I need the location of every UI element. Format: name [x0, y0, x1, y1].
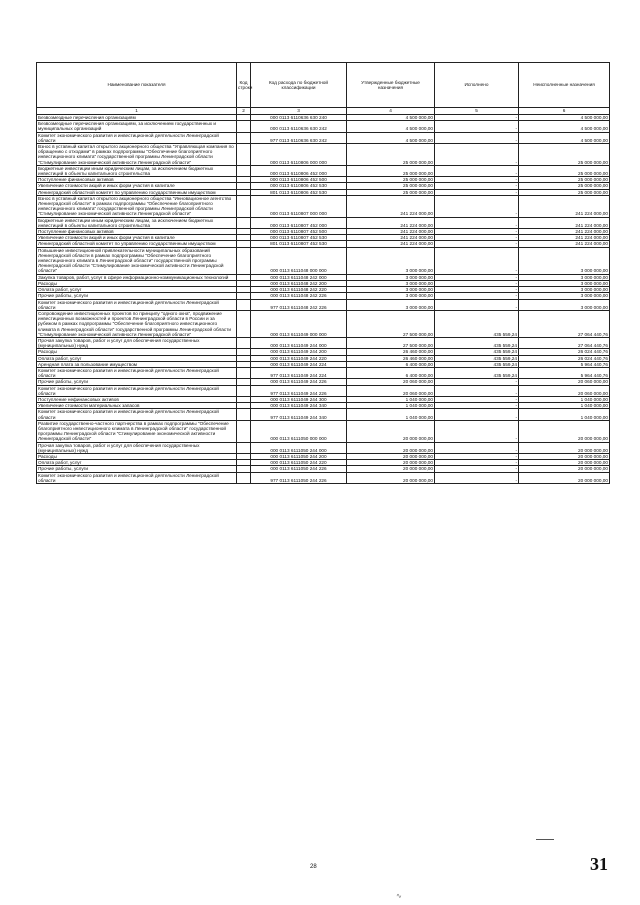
- table-row: [37, 472, 610, 483]
- row-expense-code: 000 0113 6111049 244 300: [251, 396, 347, 402]
- row-executed: -: [435, 247, 519, 274]
- row-executed: -: [435, 409, 519, 420]
- row-name: Расходы: [37, 453, 237, 459]
- header-executed: Исполнено: [435, 63, 519, 108]
- row-expense-code: 000 0113 6111049 244 200: [251, 349, 347, 355]
- row-name: Арендная плата за пользование имуществом: [37, 361, 237, 367]
- row-expense-code: 000 0113 6111048 242 220: [251, 287, 347, 293]
- row-expense-code: 000 0113 6111050 244 226: [251, 466, 347, 472]
- row-executed: -: [435, 177, 519, 183]
- row-expense-code: 977 0113 6111050 244 226: [251, 472, 347, 483]
- row-expense-code: 977 0113 6111048 242 226: [251, 299, 347, 310]
- header-expense-code: Код расхода по бюджетной классификации: [251, 63, 347, 108]
- row-expense-code: 000 0113 6110807 452 000: [251, 217, 347, 228]
- row-expense-code: 801 0113 6110806 452 530: [251, 189, 347, 195]
- row-remaining: 25 000 000,00: [519, 189, 610, 195]
- row-expense-code: 000 0113 6111050 000 000: [251, 420, 347, 442]
- row-remaining: 26 024 440,76: [519, 349, 610, 355]
- row-approved: 241 224 000,00: [347, 229, 435, 235]
- row-name: Поступление нефинансовых активов: [37, 396, 237, 402]
- row-remaining: 20 060 000,00: [519, 385, 610, 396]
- table-row: [37, 165, 610, 176]
- row-remaining: 20 000 000,00: [519, 472, 610, 483]
- row-expense-code: 977 0113 6111049 244 224: [251, 367, 347, 378]
- row-name: Сопровождение инвестиционных проектов по принципу "одного окна", продвижение инвестиционных возможностей и проектов Ленинградской области в России и за рубежом в рамках подпрограммы "Обеспечение благоприятного инвестиционного климата в Ленинградской области" государственной программы Ленинградской области "Стимулирование экономической активности Ленинградской области": [37, 310, 237, 337]
- row-remaining: 241 224 000,00: [519, 195, 610, 217]
- row-name: Прочая закупка товаров, работ и услуг для обеспечения государственных (муниципальных) нужд: [37, 442, 237, 453]
- row-line-code: [237, 132, 251, 143]
- row-executed: -: [435, 183, 519, 189]
- column-number: 1: [37, 108, 237, 115]
- row-executed: -: [435, 396, 519, 402]
- row-remaining: 20 060 000,00: [519, 379, 610, 385]
- row-approved: 20 000 000,00: [347, 466, 435, 472]
- row-executed: -: [435, 241, 519, 247]
- row-approved: 6 400 000,00: [347, 361, 435, 367]
- row-executed: -: [435, 229, 519, 235]
- row-approved: 25 000 000,00: [347, 189, 435, 195]
- row-remaining: 4 500 000,00: [519, 115, 610, 121]
- table-row: [37, 337, 610, 348]
- row-executed: -: [435, 442, 519, 453]
- row-expense-code: 000 0113 6110806 452 530: [251, 183, 347, 189]
- row-executed: -: [435, 403, 519, 409]
- row-remaining: 3 000 000,00: [519, 299, 610, 310]
- row-executed: -: [435, 165, 519, 176]
- row-approved: 1 040 000,00: [347, 403, 435, 409]
- row-expense-code: 000 0113 6111049 244 220: [251, 355, 347, 361]
- row-remaining: 4 500 000,00: [519, 132, 610, 143]
- table-row: [37, 121, 610, 132]
- row-executed: -: [435, 385, 519, 396]
- row-expense-code: 000 0113 6110636 630 240: [251, 115, 347, 121]
- row-remaining: 3 000 000,00: [519, 280, 610, 286]
- row-approved: 3 000 000,00: [347, 274, 435, 280]
- row-approved: 241 224 000,00: [347, 217, 435, 228]
- row-name: Комитет экономического развития и инвестиционной деятельности Ленинградской области: [37, 367, 237, 378]
- row-executed: -: [435, 195, 519, 217]
- row-approved: 241 224 000,00: [347, 195, 435, 217]
- row-remaining: 3 000 000,00: [519, 274, 610, 280]
- row-approved: 4 500 000,00: [347, 121, 435, 132]
- row-remaining: 5 964 440,76: [519, 361, 610, 367]
- table-row: [37, 299, 610, 310]
- row-line-code: [237, 247, 251, 274]
- row-executed: -: [435, 420, 519, 442]
- row-remaining: 1 040 000,00: [519, 396, 610, 402]
- column-number: 6: [519, 108, 610, 115]
- row-remaining: 3 000 000,00: [519, 287, 610, 293]
- table-row: [37, 247, 610, 274]
- row-executed: -: [435, 217, 519, 228]
- row-remaining: 1 040 000,00: [519, 403, 610, 409]
- header-remaining: Неисполненные назначения: [519, 63, 610, 108]
- row-remaining: 25 000 000,00: [519, 144, 610, 166]
- column-number: 4: [347, 108, 435, 115]
- row-approved: 27 500 000,00: [347, 337, 435, 348]
- table-row: [37, 132, 610, 143]
- row-name: Увеличение стоимости акций и иных форм участия в капитале: [37, 183, 237, 189]
- row-line-code: [237, 420, 251, 442]
- row-name: Прочие работы, услуги: [37, 466, 237, 472]
- footer-dash: [536, 839, 554, 840]
- row-line-code: [237, 409, 251, 420]
- table-row: [37, 195, 610, 217]
- row-executed: -: [435, 121, 519, 132]
- row-name: Ленинградский областной комитет по управлению государственным имуществом: [37, 241, 237, 247]
- row-executed: -: [435, 472, 519, 483]
- row-name: Бюджетные инвестиции иным юридическим лицам, за исключением бюджетных инвестиций в объекты капитального строительства: [37, 217, 237, 228]
- header-approved: Утвержденные бюджетные назначения: [347, 63, 435, 108]
- row-approved: 25 000 000,00: [347, 165, 435, 176]
- row-expense-code: 000 0113 6111048 242 000: [251, 274, 347, 280]
- row-name: Прочие работы, услуги: [37, 379, 237, 385]
- row-remaining: 241 224 000,00: [519, 217, 610, 228]
- row-executed: -: [435, 453, 519, 459]
- row-line-code: [237, 337, 251, 348]
- row-remaining: 241 224 000,00: [519, 241, 610, 247]
- row-executed: 435 559,24: [435, 349, 519, 355]
- row-executed: -: [435, 293, 519, 299]
- row-line-code: [237, 195, 251, 217]
- row-line-code: [237, 144, 251, 166]
- row-name: Закупка товаров, работ, услуг в сфере информационно-коммуникационных технологий: [37, 274, 237, 280]
- row-name: Взнос в уставный капитал открытого акционерного общества "Инновационное агентство Ленинградской области" в рамках подпрограммы "Обеспечение благоприятного инвестиционного климата" государственной программы Ленинградской области "Стимулирование экономической активности Ленинградской области": [37, 195, 237, 217]
- row-name: Расходы: [37, 349, 237, 355]
- sheet-number: 31: [590, 854, 608, 874]
- row-name: Поступление финансовых активов: [37, 229, 237, 235]
- row-expense-code: 000 0113 6110636 630 242: [251, 121, 347, 132]
- row-remaining: 27 064 440,76: [519, 310, 610, 337]
- row-remaining: 26 024 440,76: [519, 355, 610, 361]
- row-remaining: 20 000 000,00: [519, 460, 610, 466]
- row-name: Оплата работ, услуг: [37, 355, 237, 361]
- row-expense-code: 000 0113 6111049 244 226: [251, 379, 347, 385]
- row-name: Комитет экономического развития и инвестиционной деятельности Ленинградской области: [37, 409, 237, 420]
- row-expense-code: 000 0113 6111049 000 000: [251, 310, 347, 337]
- row-expense-code: 801 0113 6110807 452 530: [251, 241, 347, 247]
- row-name: Увеличение стоимости акций и иных форм участия в капитале: [37, 235, 237, 241]
- row-remaining: 4 500 000,00: [519, 121, 610, 132]
- column-number: 5: [435, 108, 519, 115]
- row-expense-code: 000 0113 6110806 000 000: [251, 144, 347, 166]
- table-row: [37, 420, 610, 442]
- row-approved: 25 000 000,00: [347, 144, 435, 166]
- row-approved: 25 000 000,00: [347, 183, 435, 189]
- row-remaining: 20 000 000,00: [519, 420, 610, 442]
- row-executed: 435 559,24: [435, 361, 519, 367]
- row-name: Комитет экономического развития и инвестиционной деятельности Ленинградской области: [37, 385, 237, 396]
- row-approved: 6 400 000,00: [347, 367, 435, 378]
- row-approved: 3 000 000,00: [347, 280, 435, 286]
- row-line-code: [237, 385, 251, 396]
- row-executed: 435 559,24: [435, 367, 519, 378]
- row-line-code: [237, 472, 251, 483]
- row-expense-code: 000 0113 6111049 244 340: [251, 403, 347, 409]
- row-executed: -: [435, 287, 519, 293]
- row-executed: 435 559,24: [435, 337, 519, 348]
- row-line-code: [237, 442, 251, 453]
- row-approved: 4 500 000,00: [347, 115, 435, 121]
- table-row: [37, 385, 610, 396]
- row-approved: 3 000 000,00: [347, 287, 435, 293]
- row-approved: 4 500 000,00: [347, 132, 435, 143]
- row-executed: -: [435, 132, 519, 143]
- row-line-code: [237, 367, 251, 378]
- row-approved: 241 224 000,00: [347, 235, 435, 241]
- row-executed: 435 559,24: [435, 310, 519, 337]
- row-approved: 20 000 000,00: [347, 453, 435, 459]
- row-expense-code: 977 0113 6111049 244 226: [251, 385, 347, 396]
- row-approved: 25 000 000,00: [347, 177, 435, 183]
- row-approved: 27 500 000,00: [347, 310, 435, 337]
- row-approved: 26 460 000,00: [347, 355, 435, 361]
- row-line-code: [237, 165, 251, 176]
- row-executed: -: [435, 235, 519, 241]
- row-expense-code: 000 0113 6111048 242 226: [251, 293, 347, 299]
- row-approved: 20 000 000,00: [347, 442, 435, 453]
- row-name: Повышение инвестиционной привлекательности муниципальных образований Ленинградской области в рамках подпрограммы "Обеспечение благоприятного инвестиционного климата в Ленинградской области" государственной программы Ленинградской области "Стимулирование экономической активности Ленинградской области": [37, 247, 237, 274]
- row-name: Поступление финансовых активов: [37, 177, 237, 183]
- scan-mark-icon: ∿: [396, 893, 402, 900]
- column-number: 2: [237, 108, 251, 115]
- table-row: [37, 217, 610, 228]
- row-remaining: 27 064 440,76: [519, 337, 610, 348]
- row-name: Прочие работы, услуги: [37, 293, 237, 299]
- row-name: Безвозмездные перечисления организациям, за исключением государственных и муниципальных организаций: [37, 121, 237, 132]
- row-approved: 3 000 000,00: [347, 293, 435, 299]
- row-name: Бюджетные инвестиции иным юридическим лицам, за исключением бюджетных инвестиций в объекты капитального строительства: [37, 165, 237, 176]
- row-approved: 20 000 000,00: [347, 472, 435, 483]
- header-line-code: Код строки: [237, 63, 251, 108]
- row-remaining: 3 000 000,00: [519, 293, 610, 299]
- row-executed: -: [435, 144, 519, 166]
- column-number: 3: [251, 108, 347, 115]
- table-row: [37, 144, 610, 166]
- row-expense-code: 000 0113 6110806 452 500: [251, 177, 347, 183]
- budget-execution-table: [36, 62, 610, 484]
- row-name: Расходы: [37, 280, 237, 286]
- row-name: Прочая закупка товаров, работ и услуг для обеспечения государственных (муниципальных) нужд: [37, 337, 237, 348]
- row-executed: -: [435, 466, 519, 472]
- row-remaining: 25 000 000,00: [519, 165, 610, 176]
- row-name: Развитие государственно-частного партнерства в рамках подпрограммы "Обеспечение благоприятного инвестиционного климата в Ленинградской области" государственной программы Ленинградской области "Стимулирование экономической активности Ленинградской области": [37, 420, 237, 442]
- row-executed: -: [435, 379, 519, 385]
- row-name: Оплата работ, услуг: [37, 287, 237, 293]
- row-approved: 20 000 000,00: [347, 460, 435, 466]
- row-expense-code: 000 0113 6110806 452 000: [251, 165, 347, 176]
- row-line-code: [237, 121, 251, 132]
- row-executed: -: [435, 460, 519, 466]
- row-name: Безвозмездные перечисления организациям: [37, 115, 237, 121]
- row-name: Ленинградский областной комитет по управлению государственным имуществом: [37, 189, 237, 195]
- row-name: Комитет экономического развития и инвестиционной деятельности Ленинградской области: [37, 472, 237, 483]
- row-expense-code: 000 0113 6111050 244 000: [251, 442, 347, 453]
- row-name: Оплата работ, услуг: [37, 460, 237, 466]
- row-approved: 3 000 000,00: [347, 247, 435, 274]
- row-remaining: 25 000 000,00: [519, 183, 610, 189]
- budget-execution-table-sheet: [36, 62, 609, 484]
- row-remaining: 20 000 000,00: [519, 453, 610, 459]
- row-executed: -: [435, 299, 519, 310]
- table-row: [37, 442, 610, 453]
- row-remaining: 241 224 000,00: [519, 229, 610, 235]
- row-expense-code: 000 0113 6110807 000 000: [251, 195, 347, 217]
- column-number-row: [37, 108, 610, 115]
- row-remaining: 25 000 000,00: [519, 177, 610, 183]
- row-line-code: [237, 299, 251, 310]
- row-remaining: 5 964 440,76: [519, 367, 610, 378]
- page-number: 28: [310, 864, 317, 870]
- row-remaining: 20 000 000,00: [519, 442, 610, 453]
- table-header-row: [37, 63, 610, 108]
- row-name: Взнос в уставный капитал открытого акционерного общества "Управляющая компания по обращению с отходами" в рамках подпрограммы "Обеспечение благоприятного инвестиционного климата" государственной программы Ленинградской области "Стимулирование экономической активности Ленинградской области": [37, 144, 237, 166]
- row-approved: 1 040 000,00: [347, 396, 435, 402]
- row-expense-code: 977 0113 6110636 630 242: [251, 132, 347, 143]
- row-approved: 20 060 000,00: [347, 385, 435, 396]
- table-row: [37, 409, 610, 420]
- row-expense-code: 000 0113 6111049 244 224: [251, 361, 347, 367]
- row-approved: 3 000 000,00: [347, 299, 435, 310]
- row-name: Комитет экономического развития и инвестиционной деятельности Ленинградской области: [37, 132, 237, 143]
- row-expense-code: 000 0113 6111050 244 220: [251, 460, 347, 466]
- row-approved: 1 040 000,00: [347, 409, 435, 420]
- row-remaining: 1 040 000,00: [519, 409, 610, 420]
- row-line-code: [237, 217, 251, 228]
- row-expense-code: 000 0113 6111050 244 200: [251, 453, 347, 459]
- row-approved: 26 460 000,00: [347, 349, 435, 355]
- table-row: [37, 367, 610, 378]
- row-executed: -: [435, 274, 519, 280]
- row-expense-code: 000 0113 6111048 000 000: [251, 247, 347, 274]
- row-executed: -: [435, 280, 519, 286]
- table-body: [37, 115, 610, 484]
- row-approved: 20 060 000,00: [347, 379, 435, 385]
- row-name: Комитет экономического развития и инвестиционной деятельности Ленинградской области: [37, 299, 237, 310]
- row-remaining: 20 000 000,00: [519, 466, 610, 472]
- row-name: Увеличение стоимости материальных запасов: [37, 403, 237, 409]
- header-name: Наименование показателя: [37, 63, 237, 108]
- row-remaining: 241 224 000,00: [519, 235, 610, 241]
- row-approved: 20 000 000,00: [347, 420, 435, 442]
- row-executed: -: [435, 115, 519, 121]
- row-expense-code: 000 0113 6111049 244 000: [251, 337, 347, 348]
- row-remaining: 3 000 000,00: [519, 247, 610, 274]
- row-expense-code: 000 0113 6110807 452 530: [251, 235, 347, 241]
- row-line-code: [237, 310, 251, 337]
- row-executed: -: [435, 189, 519, 195]
- row-expense-code: 000 0113 6111048 242 200: [251, 280, 347, 286]
- row-approved: 241 224 000,00: [347, 241, 435, 247]
- table-row: [37, 310, 610, 337]
- row-expense-code: 977 0113 6111049 244 340: [251, 409, 347, 420]
- row-expense-code: 000 0113 6110807 452 500: [251, 229, 347, 235]
- row-executed: 435 559,24: [435, 355, 519, 361]
